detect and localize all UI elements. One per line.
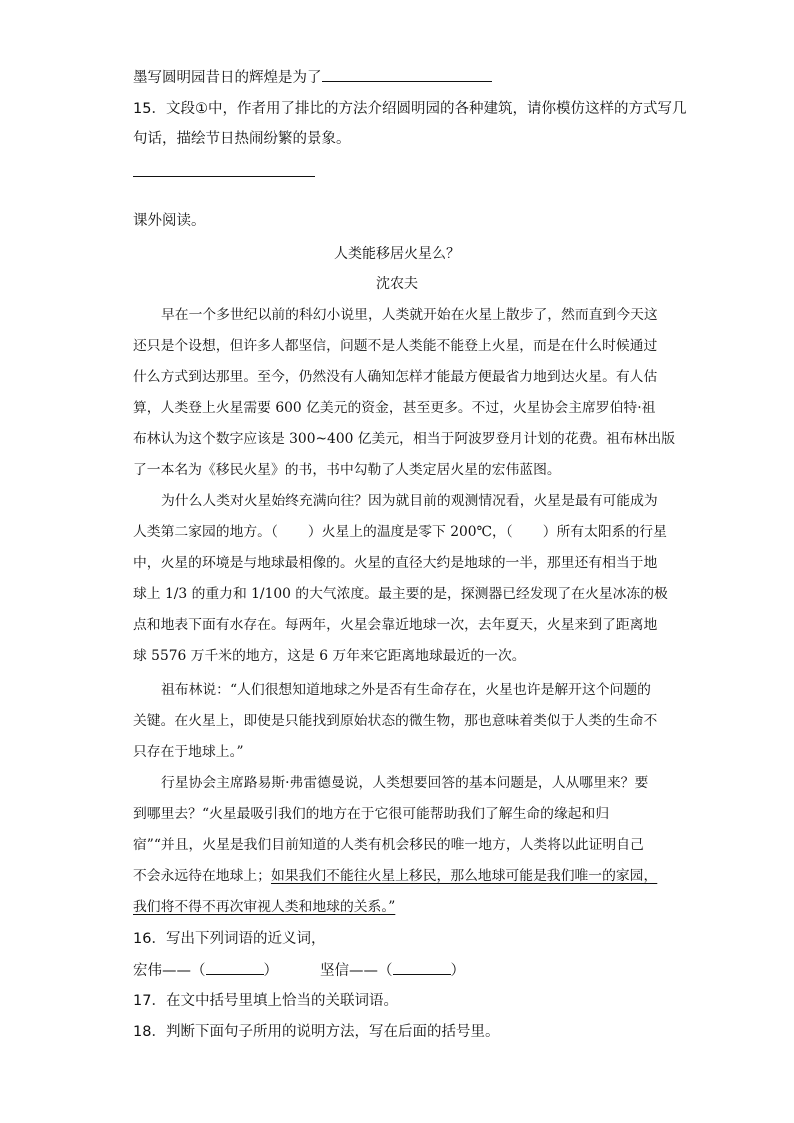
synonym-answer-1[interactable] [206,960,264,975]
p1-line: 布林认为这个数字应该是 300~400 亿美元，相当于阿波罗登月计划的花费。祖布林出版 [133,431,676,447]
p2-line: 中，火星的环境是与地球最相像的。火星的直径大约是地球的一半，那里还有相当于地 [133,555,658,571]
question-16: 16．写出下列词语的近义词， [133,931,326,947]
question-16-items: 宏伟——（ ） 坚信——（ ） [133,960,465,981]
p2-line: 球 5576 万千米的地方，这是 6 万年来它距离地球最近的一次。 [133,648,526,664]
underlined-sentence: 我们将不得不再次审视人类和地球的关系。” [133,899,396,915]
p3-line: 只存在于地球上。” [133,744,244,760]
p4-line: 行星协会主席路易斯·弗雷德曼说，人类想要回答的基本问题是，人从哪里来？要 [161,775,649,791]
section-label: 课外阅读。 [133,213,206,229]
synonym-answer-2[interactable] [393,960,451,975]
p1-line: 了一本名为《移民火星》的书，书中勾勒了人类定居火星的宏伟蓝图。 [133,462,561,478]
answer-line[interactable] [133,176,315,177]
p3-line: 祖布林说：“人们很想知道地球之外是否有生命存在，火星也许是解开这个问题的 [161,682,651,698]
question-15-line1: 15．文段①中，作者用了排比的方法介绍圆明园的各种建筑，请你模仿这样的方式写几 [133,101,687,117]
question-15-line2: 句话，描绘节日热闹纷繁的景象。 [133,131,351,147]
answer-blank[interactable] [322,66,492,82]
p1-line: 算，人类登上火星需要 600 亿美元的资金，甚至更多。不过，火星协会主席罗伯特·祖 [133,400,656,416]
p2-line: 点和地表下面有水存在。每两年，火星会靠近地球一次，去年夏天，火星来到了距离地 [133,617,658,633]
p1-line: 早在一个多世纪以前的科幻小说里，人类就开始在火星上散步了，然而直到今天这 [161,307,658,323]
p4-line: 到哪里去？“火星最吸引我们的地方在于它很可能帮助我们了解生命的缘起和归 [133,806,610,822]
article-author: 沈农夫 [376,276,418,292]
fill-in-line [133,66,492,88]
question-17: 17．在文中括号里填上恰当的关联词语。 [133,993,398,1009]
p2-line: 球上 1/3 的重力和 1/100 的大气浓度。最主要的是，探测器已经发现了在火星冰冻的极 [133,586,668,602]
article-title: 人类能移居火星么？ [334,246,460,262]
question-18: 18．判断下面句子所用的说明方法，写在后面的括号里。 [133,1024,500,1040]
p4-line-mixed: 不会永远待在地球上；如果我们不能往火星上移民，那么地球可能是我们唯一的家园， [133,868,658,884]
p3-line: 关键。在火星上，即使是只能找到原始状态的微生物，那也意味着类似于人类的生命不 [133,713,658,729]
p2-line: 为什么人类对火星始终充满向往？因为就目前的观测情况看，火星是最有可能成为 [161,493,658,509]
p2-line-with-blanks: 人类第二家园的地方。（ ）火星上的温度是零下 200℃，（ ）所有太阳系的行星 [133,524,667,540]
p1-line: 什么方式到达那里。至今，仍然没有人确知怎样才能最方便最省力地到达火星。有人估 [133,369,658,385]
p4-line: 宿”“并且，火星是我们目前知道的人类有机会移民的唯一地方，人类将以此证明自己 [133,837,644,853]
p4-line-underlined [133,897,673,917]
fill-in-text: 墨写圆明园昔日的辉煌是为了 [133,70,322,86]
p1-line: 还只是个设想，但许多人都坚信，问题不是人类能不能登上火星，而是在什么时候通过 [133,338,658,354]
underlined-sentence: 如果我们不能往火星上移民，那么地球可能是我们唯一的家园， [270,868,658,884]
